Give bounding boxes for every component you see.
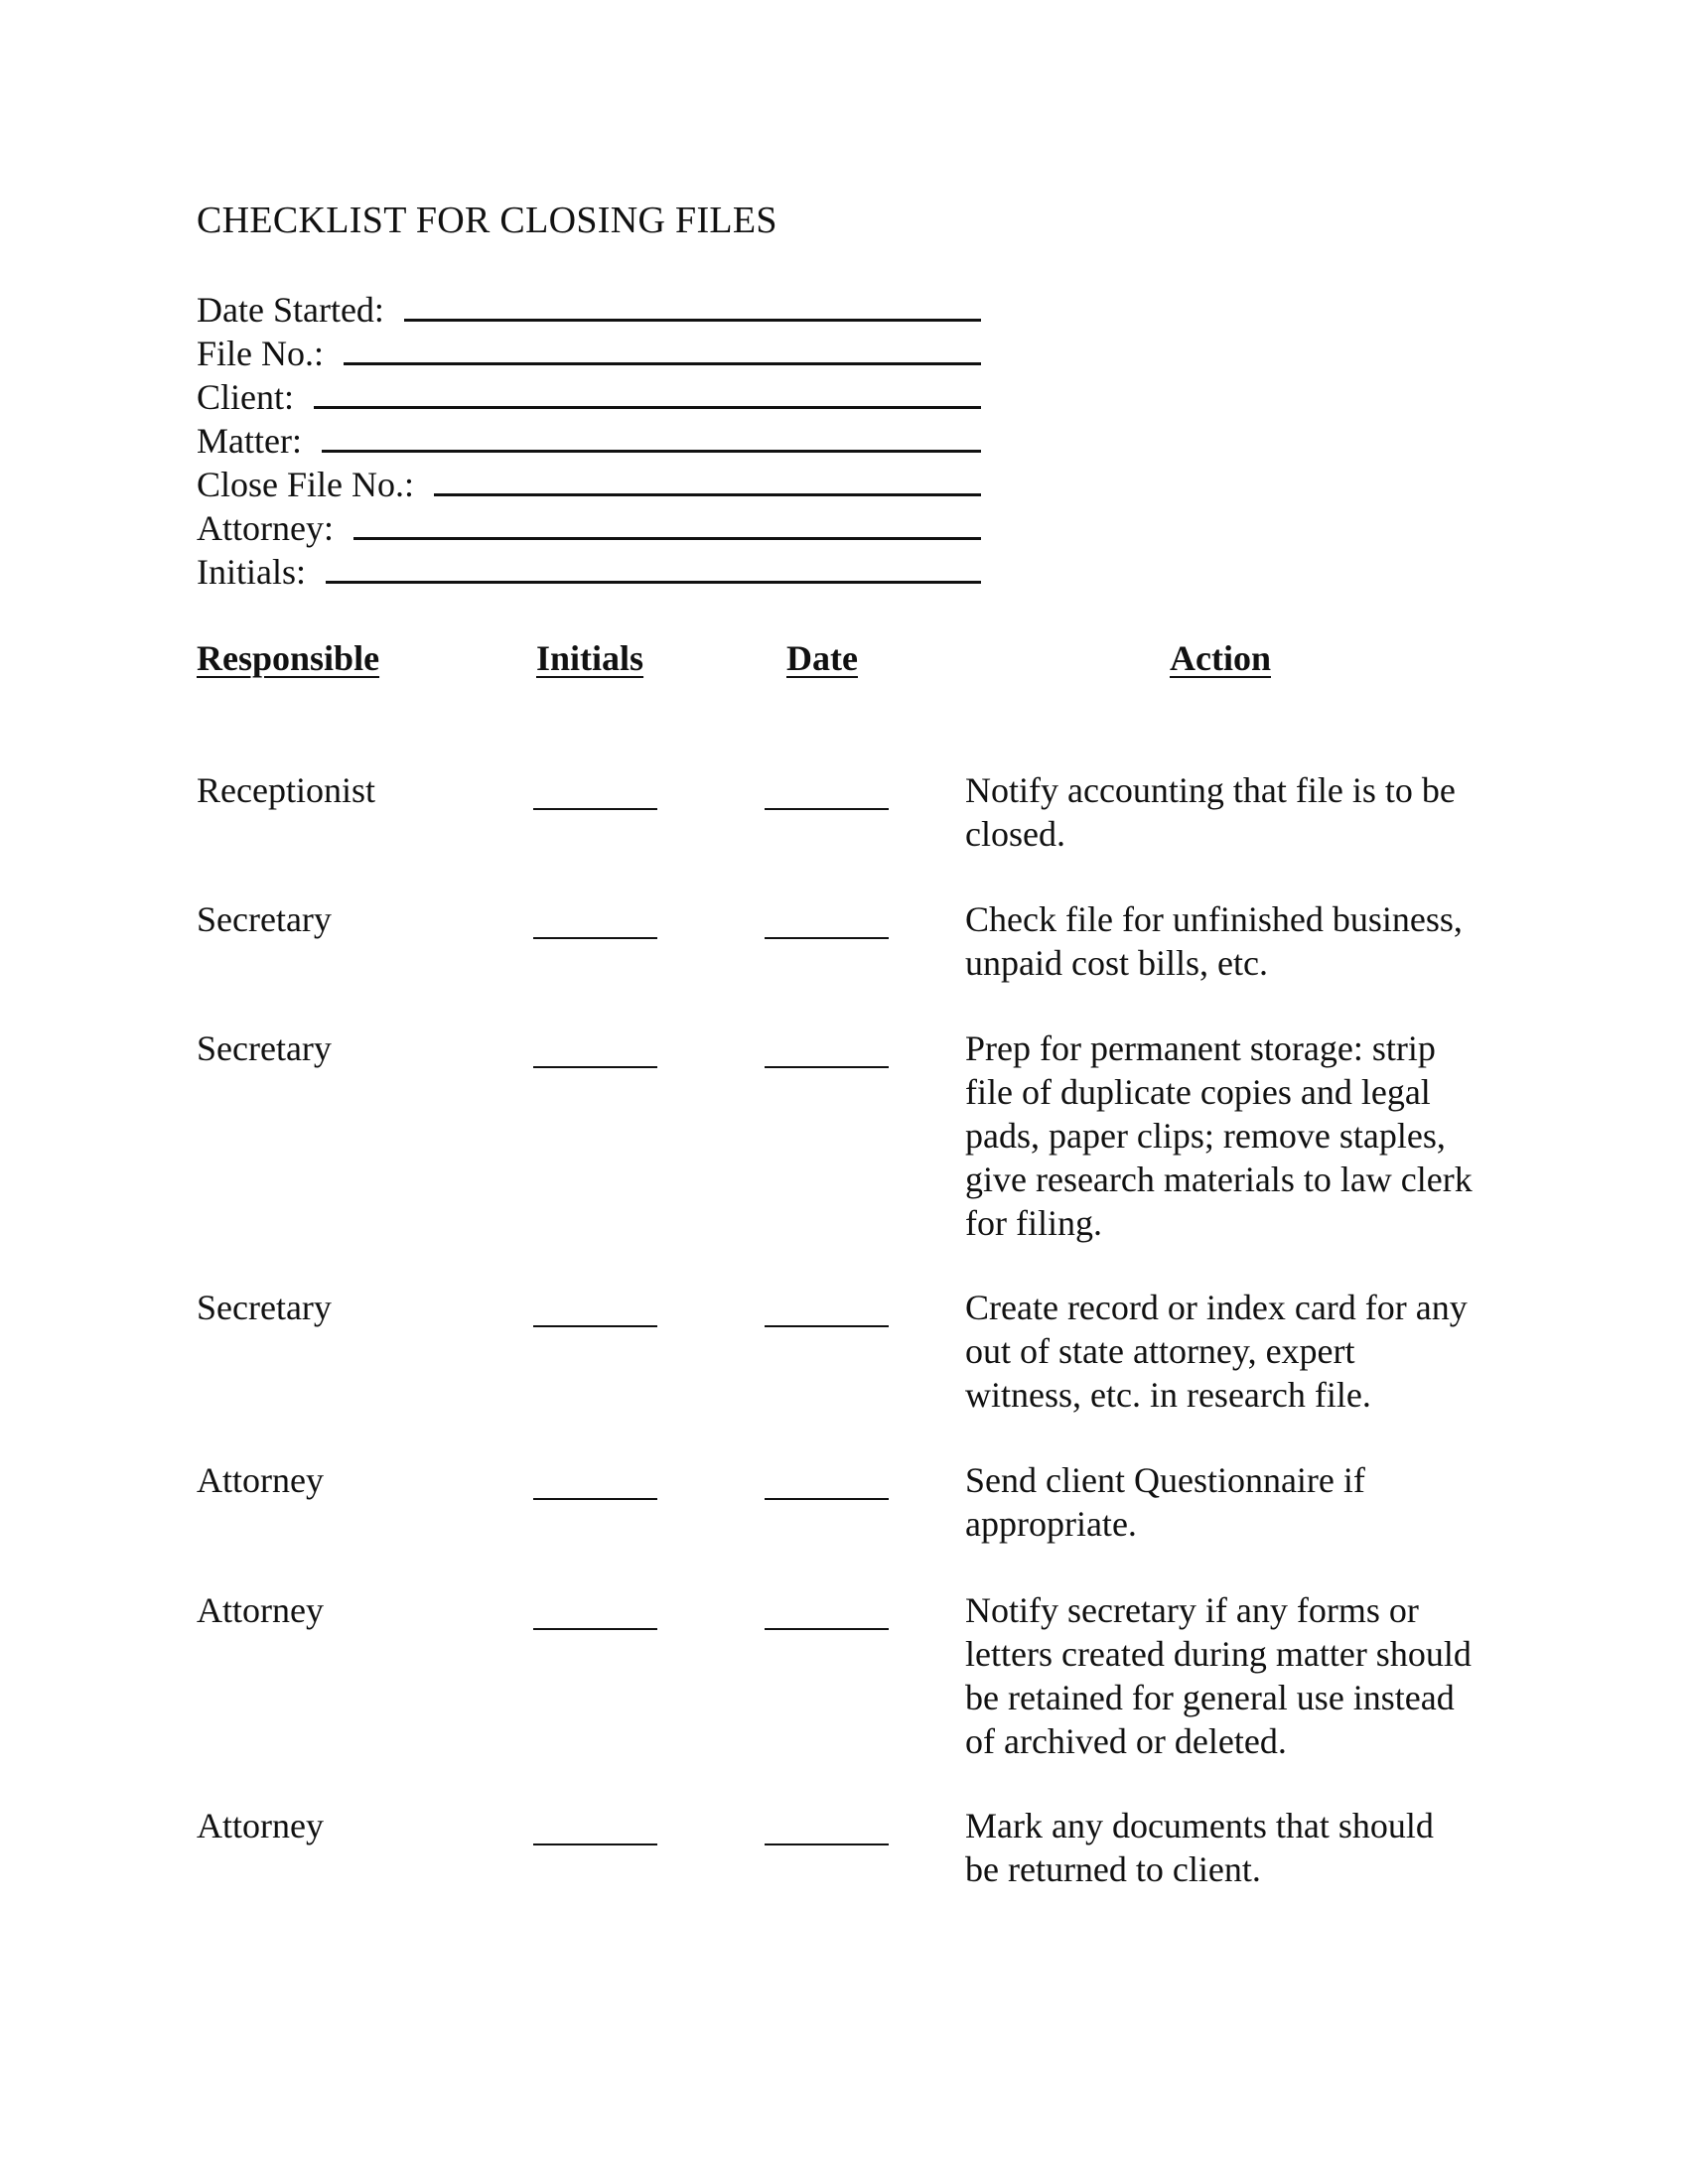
initials-blank[interactable]	[533, 1588, 657, 1630]
field-client	[197, 375, 981, 419]
action-text	[965, 1026, 1521, 1245]
date-blank[interactable]	[765, 1588, 889, 1630]
action-text	[965, 1804, 1521, 1891]
action-line: out of state attorney, expert	[965, 1331, 1355, 1371]
date-blank[interactable]	[765, 1286, 889, 1327]
action-line: Check file for unfinished business,	[965, 899, 1463, 939]
action-line: be returned to client.	[965, 1849, 1261, 1889]
initials-blank[interactable]	[326, 581, 981, 584]
attorney-blank[interactable]	[353, 537, 981, 540]
date-blank[interactable]	[765, 1026, 889, 1068]
action-line: pads, paper clips; remove staples,	[965, 1116, 1446, 1156]
date-blank[interactable]	[765, 1804, 889, 1845]
field-date-started	[197, 288, 981, 332]
action-text	[965, 1458, 1521, 1546]
page-title: CHECKLIST FOR CLOSING FILES	[197, 200, 777, 241]
responsible-party: Receptionist	[197, 770, 375, 810]
initials-blank[interactable]	[533, 897, 657, 939]
column-header-responsible: Responsible	[197, 638, 380, 678]
field-label: Attorney:	[197, 508, 334, 548]
close-file-no-blank[interactable]	[434, 493, 981, 496]
initials-blank[interactable]	[533, 1804, 657, 1845]
responsible-party: Secretary	[197, 1288, 332, 1327]
date-started-blank[interactable]	[404, 319, 981, 322]
matter-blank[interactable]	[322, 450, 981, 453]
field-initials	[197, 550, 981, 594]
initials-blank[interactable]	[533, 1026, 657, 1068]
action-line: unpaid cost bills, etc.	[965, 943, 1268, 983]
initials-blank[interactable]	[533, 1286, 657, 1327]
action-line: Mark any documents that should	[965, 1806, 1434, 1845]
action-line: file of duplicate copies and legal	[965, 1072, 1431, 1112]
action-line: Notify secretary if any forms or	[965, 1590, 1419, 1630]
field-label: File No.:	[197, 334, 325, 373]
date-blank[interactable]	[765, 897, 889, 939]
action-line: Send client Questionnaire if	[965, 1460, 1365, 1500]
header-fields	[197, 288, 981, 594]
action-text	[965, 1286, 1521, 1417]
field-label: Date Started:	[197, 290, 384, 330]
field-label: Initials:	[197, 552, 306, 592]
action-text	[965, 768, 1521, 856]
field-label: Close File No.:	[197, 465, 415, 504]
field-attorney	[197, 506, 981, 550]
field-close-file-no	[197, 463, 981, 506]
action-line: witness, etc. in research file.	[965, 1375, 1371, 1415]
action-line: appropriate.	[965, 1504, 1137, 1544]
action-line: Notify accounting that file is to be	[965, 770, 1456, 810]
file-no-blank[interactable]	[344, 362, 981, 365]
action-text	[965, 1588, 1521, 1763]
date-blank[interactable]	[765, 1458, 889, 1500]
action-line: Create record or index card for any	[965, 1288, 1468, 1327]
action-text	[965, 897, 1521, 985]
column-header-initials: Initials	[536, 638, 644, 678]
date-blank[interactable]	[765, 768, 889, 810]
action-line: of archived or deleted.	[965, 1721, 1287, 1761]
responsible-party: Attorney	[197, 1806, 324, 1845]
column-header-date: Date	[786, 638, 858, 678]
action-line: letters created during matter should	[965, 1634, 1472, 1674]
field-matter	[197, 419, 981, 463]
action-line: Prep for permanent storage: strip	[965, 1028, 1436, 1068]
action-line: give research materials to law clerk	[965, 1160, 1473, 1199]
client-blank[interactable]	[314, 406, 981, 409]
field-file-no	[197, 332, 981, 375]
field-label: Client:	[197, 377, 294, 417]
initials-blank[interactable]	[533, 1458, 657, 1500]
responsible-party: Secretary	[197, 1028, 332, 1068]
action-line: closed.	[965, 814, 1065, 854]
field-label: Matter:	[197, 421, 302, 461]
responsible-party: Attorney	[197, 1590, 324, 1630]
initials-blank[interactable]	[533, 768, 657, 810]
action-line: for filing.	[965, 1203, 1102, 1243]
column-header-action: Action	[1170, 638, 1271, 678]
responsible-party: Attorney	[197, 1460, 324, 1500]
action-line: be retained for general use instead	[965, 1678, 1455, 1717]
responsible-party: Secretary	[197, 899, 332, 939]
